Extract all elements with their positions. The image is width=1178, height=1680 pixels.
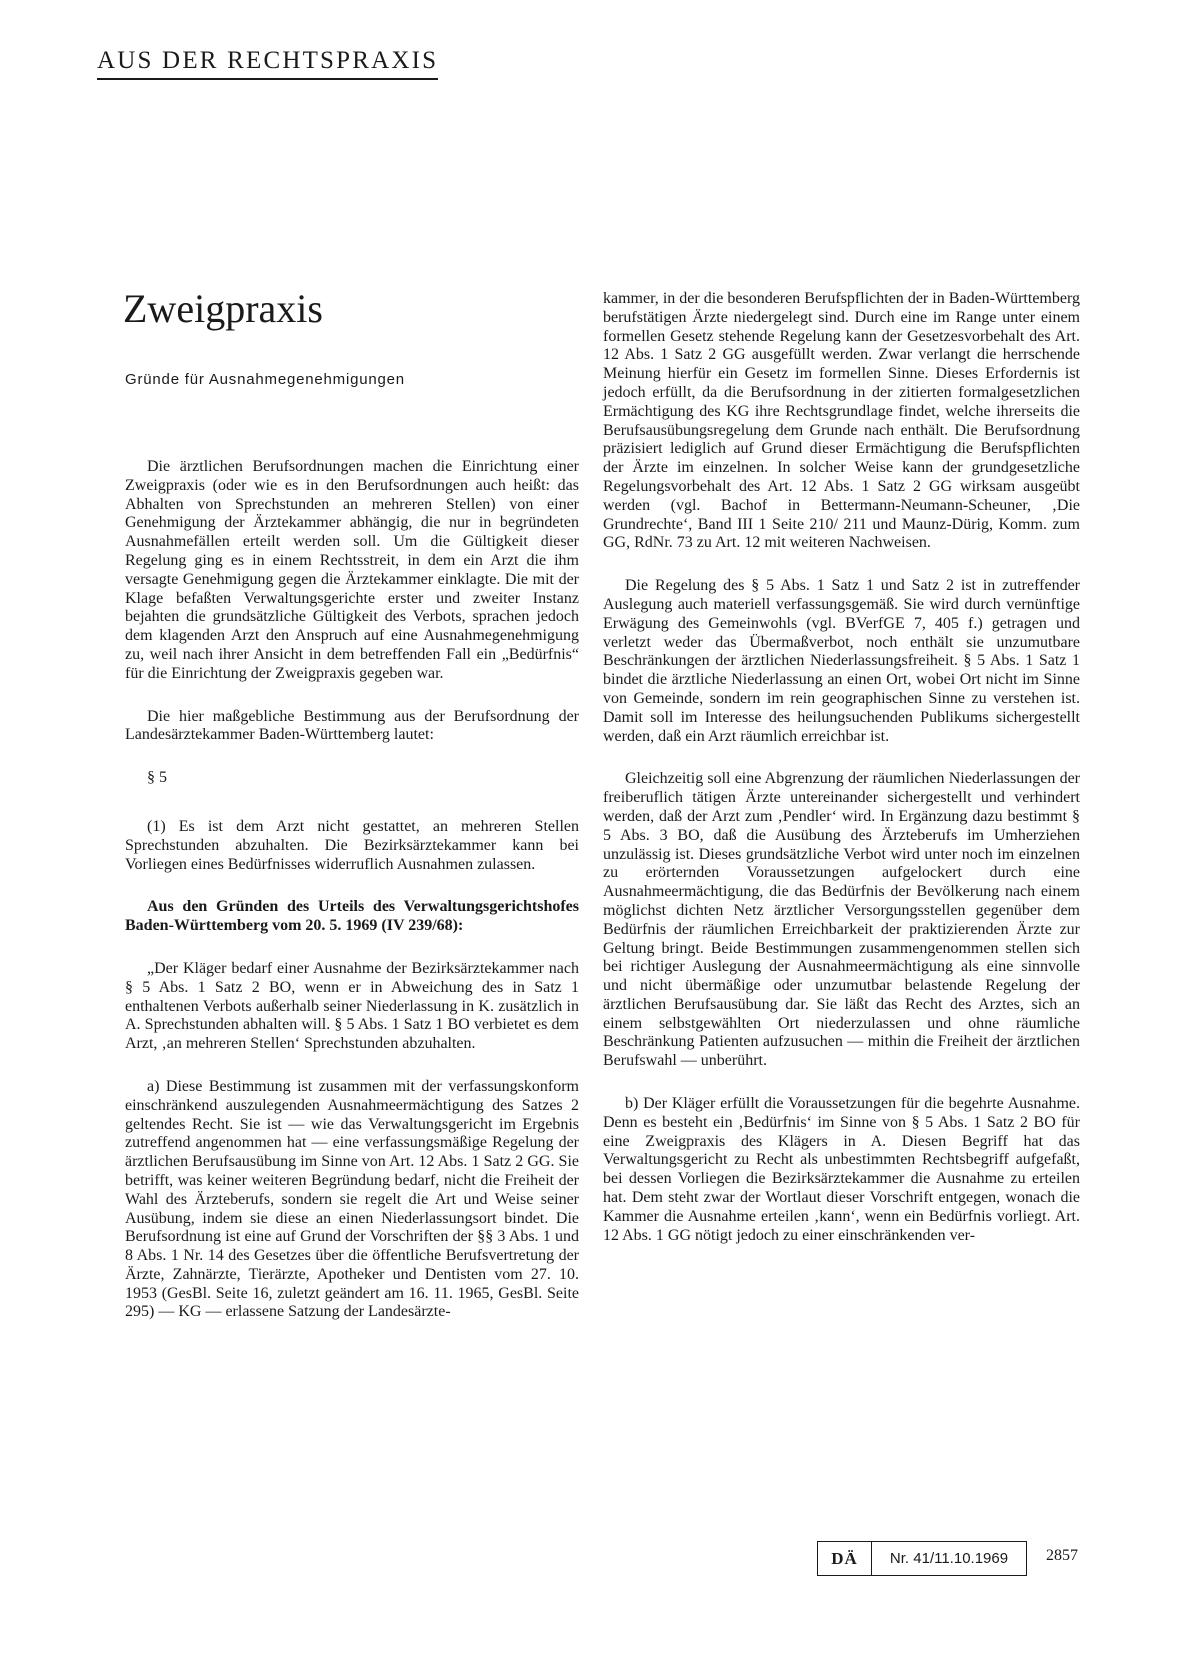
statute-section-heading: § 5 <box>147 769 167 787</box>
right-column <box>603 290 1080 1245</box>
section-header: AUS DER RECHTSPRAXIS <box>97 46 438 80</box>
page-number: 2857 <box>1046 1547 1078 1564</box>
judgment-paragraph: Gleichzeitig soll eine Abgrenzung der räumlichen Niederlassungen der freiberuflich tätigen Ärzte untereinander sichergestellt und verhindert werden, daß der Arzt zum ‚Pendler‘ wird. In Ergänzung dazu bestimmt § 5 Abs. 3 BO, daß die Ausübung des Ärzteberufs im Umherziehen unzulässig ist. Dieses grundsätzliche Verbot wird unter noch im einzelnen zu erörternden Voraussetzungen aufgelockert durch eine Ausnahmeermächtigung, die das Bedürfnis der Bevölkerung nach einem möglichst dichten Netz ärztlicher Versorgungsstellen gegenüber dem Bedürfnis der räumlichen Erreichbarkeit der praktizierenden Ärzte zur Geltung bringt. Beide Bestimmungen zusammengenommen stellen sich bei richtiger Auslegung der Ausnahmeermächtigung als eine sinnvolle und nicht übermäßige oder unzumutbar belastende Regelung der ärztlichen Berufsausübung dar. Sie läßt das Recht des Arztes, sich an einem selbstgewählten Ort niederzulassen und ohne räumliche Beschränkung Patienten aufzusuchen — mithin die Freiheit der ärztlichen Berufswahl — unberührt. <box>603 770 1080 1070</box>
judgment-paragraph: „Der Kläger bedarf einer Ausnahme der Bezirksärztekammer nach § 5 Abs. 1 Satz 2 BO, wenn er in Abweichung des in Satz 1 enthaltenen Verbots außerhalb seiner Niederlassung in K. zusätzlich in A. Sprechstunden abhalten will. § 5 Abs. 1 Satz 1 BO verbietet es dem Arzt, ‚an mehreren Stellen‘ Sprechstunden abzuhalten. <box>125 959 579 1053</box>
article-title: Zweigpraxis <box>123 286 323 331</box>
judgment-paragraph: a) Diese Bestimmung ist zusammen mit der verfassungskonform einschränkend auszulegenden Ausnahmeermächtigung des Satzes 2 geltendes Recht. Sie ist — wie das Verwaltungsgericht im Ergebnis zutreffend angenommen hat — eine verfassungsmäßige Regelung der ärztlichen Berufsausübung im Sinne von Art. 12 Abs. 1 Satz 2 GG. Sie betrifft, was keiner weiteren Begründung bedarf, nicht die Freiheit der Wahl des Ärzteberufs, sondern sie regelt die Art und Weise seiner Ausübung, indem sie diese an einen Niederlassungsort bindet. Die Berufsordnung ist eine auf Grund der Vorschriften der §§ 3 Abs. 1 und 8 Abs. 1 Nr. 14 des Gesetzes über die öffentliche Berufsvertretung der Ärzte, Zahnärzte, Tierärzte, Apotheker und Dentisten vom 27. 10. 1953 (GesBl. Seite 16, zuletzt geändert am 16. 11. 1965, GesBl. Seite 295) — KG — erlassene Satzung der Landesärzte- <box>125 1077 579 1321</box>
judgment-paragraph: kammer, in der die besonderen Berufspflichten der in Baden-Württemberg berufstätigen Ärzte niedergelegt sind. Durch eine im Range unter einem formellen Gesetz stehende Regelung kann der Gesetzesvorbehalt des Art. 12 Abs. 1 Satz 2 GG ausgefüllt werden. Zwar verlangt die herrschende Meinung hierfür ein Gesetz im formellen Sinne. Dieses Erfordernis ist jedoch erfüllt, da die Berufsordnung in der zitierten formalgesetzlichen Ermächtigung des KG ihre Rechtsgrundlage findet, welche ihrerseits die Berufsausübungsregelung dem Grunde nach enthält. Die Berufsordnung präzisiert lediglich auf Grund dieser Ermächtigung die Berufspflichten der Ärzte im einzelnen. In solcher Weise kann der grundgesetzliche Regelungsvorbehalt des Art. 12 Abs. 1 Satz 2 GG wirksam ausgeübt werden (vgl. Bachof in Bettermann-Neumann-Scheuner, ‚Die Grundrechte‘, Band III 1 Seite 210/ 211 und Maunz-Dürig, Komm. zum GG, RdNr. 73 zu Art. 12 mit weiteren Nachweisen. <box>603 290 1080 552</box>
judgment-paragraph: Die Regelung des § 5 Abs. 1 Satz 1 und Satz 2 ist in zutreffender Auslegung auch materiell verfassungsgemäß. Sie wird durch vernünftige Erwägung des Gemeinwohls (vgl. BVerfGE 7, 405 f.) getragen und verletzt weder das Übermaßverbot, noch enthält sie unzumutbare Beschränkungen der ärztlichen Niederlassungsfreiheit. § 5 Abs. 1 Satz 1 bindet die ärztliche Niederlassung an einen Ort, wobei Ort nicht im Sinne von Gemeinde, sondern im rein geographischen Sinne zu verstehen ist. Damit soll im Interesse des heilungsuchenden Publikums sichergestellt werden, daß ein Arzt räumlich erreichbar ist. <box>603 577 1080 745</box>
judgment-paragraph: b) Der Kläger erfüllt die Voraussetzungen für die begehrte Ausnahme. Denn es besteht ein ‚Bedürfnis‘ im Sinne von § 5 Abs. 1 Satz 2 BO für eine Zweigpraxis des Klägers in A. Diesen Begriff hat das Verwaltungsgericht zu Recht als unbestimmten Rechtsbegriff aufgefaßt, bei dessen Vorliegen die Bezirksärztekammer die Ausnahme zu erteilen hat. Dem steht zwar der Wortlaut dieser Vorschrift entgegen, wonach die Kammer die Ausnahme erteilen ‚kann‘, wenn ein Bedürfnis vorliegt. Art. 12 Abs. 1 GG nötigt jedoch zu einer einschränkenden ver- <box>603 1095 1080 1244</box>
intro-paragraph: Die ärztlichen Berufsordnungen machen die Einrichtung einer Zweigpraxis (oder wie es in den Berufsordnungen auch heißt: das Abhalten von Sprechstunden an mehreren Stellen) von einer Genehmigung der Ärztekammer abhängig, die nur in begründeten Ausnahmefällen erteilt werden soll. Um die Gültigkeit dieser Regelung ging es in einem Rechtsstreit, in dem ein Arzt die ihm versagte Genehmigung gegen die Ärztekammer einklagte. Die mit der Klage befaßten Verwaltungsgerichte erster und zweiter Instanz bejahten die grundsätzliche Gültigkeit des Verbots, sprachen jedoch dem klagenden Arzt den Anspruch auf eine Ausnahmegenehmigung zu, weil nach ihrer Ansicht in dem betreffenden Fall ein „Bedürfnis“ für die Einrichtung der Zweigpraxis gegeben war. <box>125 458 579 682</box>
article-subtitle: Gründe für Ausnahmegenehmigungen <box>125 371 405 388</box>
issue-box <box>817 1541 1027 1576</box>
left-column <box>125 458 579 1322</box>
statute-text: (1) Es ist dem Arzt nicht gestattet, an mehreren Stellen Sprechstunden abzuhalten. Die Bezirksärztekammer kann bei Vorliegen eines Bedürfnisses widerruflich Ausnahmen zulassen. <box>125 817 579 873</box>
journal-logo: DÄ <box>818 1542 872 1575</box>
judgment-heading: Aus den Gründen des Urteils des Verwaltungsgerichtshofes Baden-Württemberg vom 20. 5. 1969 (IV 239/68): <box>125 898 579 935</box>
issue-number: Nr. 41/11.10.1969 <box>889 1550 1009 1567</box>
statute-intro-paragraph: Die hier maßgebliche Bestimmung aus der Berufsordnung der Landesärztekammer Baden-Württemberg lautet: <box>125 707 579 744</box>
